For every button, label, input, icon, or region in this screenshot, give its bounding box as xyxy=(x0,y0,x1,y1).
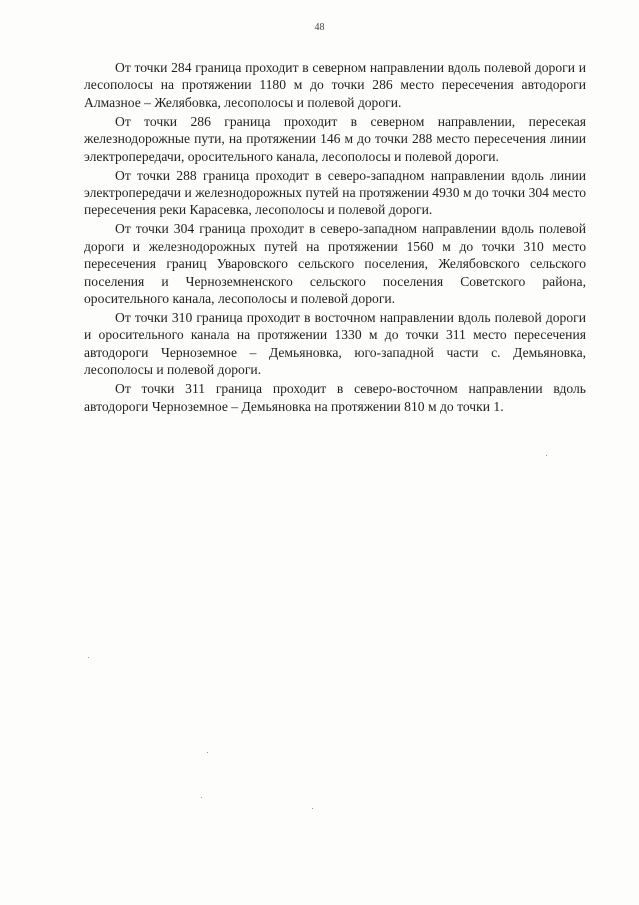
scan-speck xyxy=(312,808,313,809)
scan-speck xyxy=(546,455,547,456)
paragraph-point-288: От точки 288 граница проходит в северо-западном направлении вдоль линии электропередачи и железнодорожных путей на протяжении 4930 м до точки 304 место пересечения реки Карасевка, лесополосы и полевой дороги. xyxy=(84,167,586,218)
page-number: 48 xyxy=(314,22,325,33)
paragraph-point-284: От точки 284 граница проходит в северном направлении вдоль полевой дороги и лесополосы на протяжении 1180 м до точки 286 место пересечения автодороги Алмазное – Желябовка, лесополосы и полевой дороги. xyxy=(84,60,586,110)
scan-speck xyxy=(201,797,202,798)
document-body xyxy=(84,59,586,417)
paragraph-point-311: От точки 311 граница проходит в северо-восточном направлении вдоль автодороги Черноземное – Демьяновка на протяжении 810 м до точки 1. xyxy=(84,381,586,414)
paragraph-point-304: От точки 304 граница проходит в северо-западном направлении вдоль полевой дороги и железнодорожных путей на протяжении 1560 м до точки 310 место пересечения границ Уваровского сельского поселения, Желябовского сельского поселения и Черноземненского сельского поселения Советского района, оросительного канала, лесополосы и полевой дороги. xyxy=(84,221,586,307)
scan-speck xyxy=(207,752,208,753)
paragraph-point-310: От точки 310 граница проходит в восточном направлении вдоль полевой дороги и оросительного канала на протяжении 1330 м до точки 311 место пересечения автодороги Черноземное – Демьяновка, юго-западной части с. Демьяновка, лесополосы и полевой дороги. xyxy=(84,310,586,378)
scan-speck xyxy=(88,657,89,658)
paragraph-point-286: От точки 286 граница проходит в северном направлении, пересекая железнодорожные пути, на протяжении 146 м до точки 288 место пересечения линии электропередачи, оросительного канала, лесополосы и полевой дороги. xyxy=(84,113,586,164)
